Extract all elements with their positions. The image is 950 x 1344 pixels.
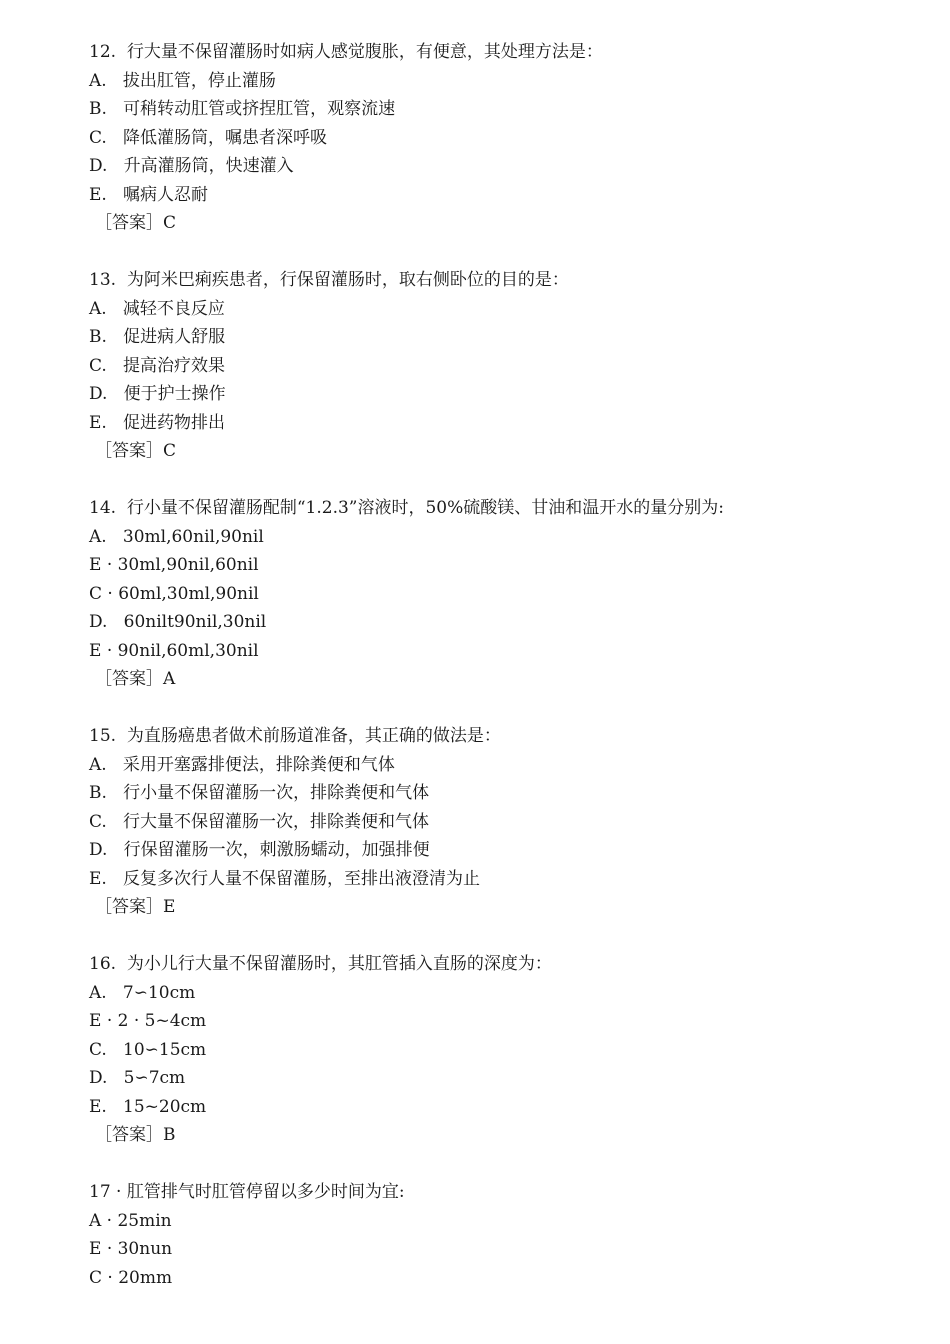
option-c: C. 10∽15cm: [89, 1039, 207, 1060]
question-stem: 16. 为小儿行大量不保留灌肠时，其肛管插入直肠的深度为：: [89, 954, 552, 974]
option-c: C. 行大量不保留灌肠一次，排除粪便和气体: [89, 811, 430, 832]
option-a: A · 25min: [89, 1210, 172, 1231]
option-e: E. 嘱病人忍耐: [89, 184, 209, 205]
option-b: E · 30nun: [89, 1239, 173, 1259]
option-a: A. 7∽10cm: [89, 982, 196, 1003]
answer-key: ［答案］B: [95, 1125, 176, 1145]
answer-key: ［答案］A: [95, 669, 176, 689]
option-a: A. 30ml,60nil,90nil: [89, 526, 264, 547]
option-b: B. 行小量不保留灌肠一次，排除粪便和气体: [89, 783, 430, 803]
option-d: D. 升高灌肠筒，快速灌入: [89, 156, 294, 176]
option-d: D. 便于护士操作: [89, 384, 226, 404]
option-b: E · 2 · 5~4cm: [89, 1011, 207, 1031]
option-c: C · 20mm: [89, 1267, 173, 1288]
option-e: E. 15~20cm: [89, 1096, 207, 1117]
option-e: E. 促进药物排出: [89, 412, 226, 433]
option-d: D. 60nilt90nil,30nil: [89, 612, 267, 632]
question-12: [89, 38, 909, 238]
option-d: D. 行保留灌肠一次，刺激肠蠕动，加强排便: [89, 840, 430, 860]
question-15: [89, 722, 909, 922]
question-stem: 13. 为阿米巴痢疾患者，行保留灌肠时，取右侧卧位的目的是：: [89, 270, 569, 290]
option-b: B. 可稍转动肛管或挤捏肛管，观察流速: [89, 99, 396, 119]
option-b: B. 促进病人舒服: [89, 327, 226, 347]
option-c: C. 提高治疗效果: [89, 355, 226, 376]
answer-key: ［答案］C: [95, 213, 177, 233]
option-a: A. 采用开塞露排便法，排除粪便和气体: [89, 754, 395, 775]
question-stem: 17 · 肛管排气时肛管停留以多少时间为宜:: [89, 1182, 405, 1202]
question-13: [89, 266, 909, 466]
option-e: E. 反复多次行人量不保留灌肠，至排出液澄清为止: [89, 868, 481, 889]
question-17: [89, 1178, 909, 1292]
option-a: A. 减轻不良反应: [89, 298, 225, 319]
answer-key: ［答案］E: [95, 897, 176, 917]
option-b: E · 30ml,90nil,60nil: [89, 555, 259, 575]
option-c: C. 降低灌肠筒，嘱患者深呼吸: [89, 127, 328, 148]
option-a: A. 拔出肛管，停止灌肠: [89, 70, 276, 91]
question-stem: 15. 为直肠癌患者做术前肠道准备，其正确的做法是：: [89, 726, 501, 746]
question-16: [89, 950, 909, 1150]
answer-key: ［答案］C: [95, 441, 177, 461]
option-d: D. 5∽7cm: [89, 1068, 186, 1088]
option-c: C · 60ml,30ml,90nil: [89, 583, 259, 604]
question-stem: 12. 行大量不保留灌肠时如病人感觉腹胀，有便意，其处理方法是：: [89, 42, 603, 62]
question-14: [89, 494, 909, 694]
question-stem: 14. 行小量不保留灌肠配制“1.2.3”溶液时，50%硫酸镁、甘油和温开水的量分别为:: [89, 498, 724, 518]
option-e: E · 90nil,60ml,30nil: [89, 640, 259, 661]
document-page: [89, 38, 909, 1292]
